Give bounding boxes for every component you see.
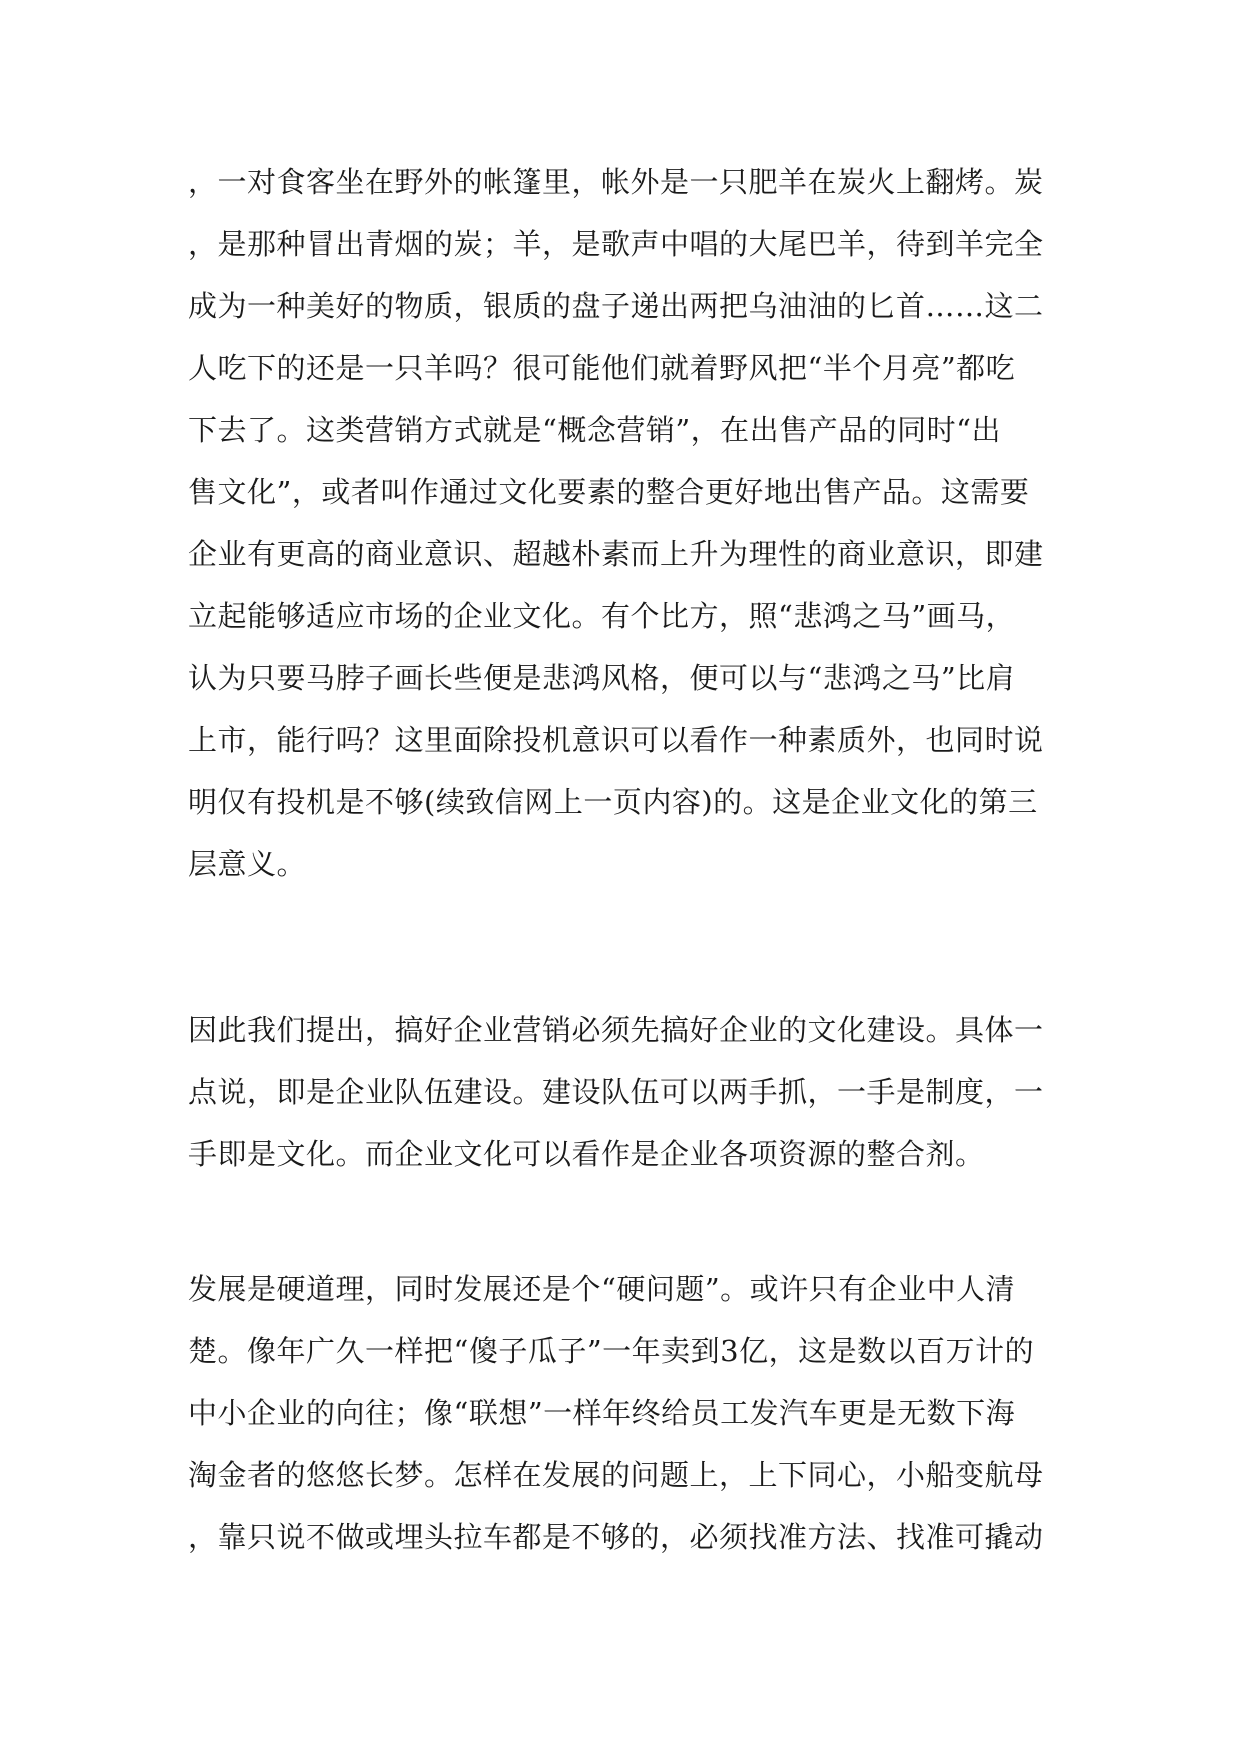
- text-line: ，一对食客坐在野外的帐篷里，帐外是一只肥羊在炭火上翻烤。炭: [188, 165, 1044, 199]
- text-line: 中小企业的向往；像“联想”一样年终给员工发汽车更是无数下海: [188, 1396, 1016, 1430]
- text-line: 淘金者的悠悠长梦。怎样在发展的问题上，上下同心，小船变航母: [188, 1458, 1044, 1492]
- text-line: 发展是硬道理，同时发展还是个“硬问题”。或许只有企业中人清: [188, 1272, 1016, 1306]
- text-line: 层意义。: [188, 847, 307, 881]
- text-line: 立起能够适应市场的企业文化。有个比方，照“悲鸿之马”画马，: [188, 599, 1016, 633]
- text-line: 下去了。这类营销方式就是“概念营销”，在出售产品的同时“出: [188, 413, 1001, 447]
- text-line: 上市，能行吗？这里面除投机意识可以看作一种素质外，也同时说: [188, 723, 1044, 757]
- text-line: 明仅有投机是不够(续致信网上一页内容)的。这是企业文化的第三: [188, 785, 1038, 819]
- paragraph-culture-building: [188, 999, 1068, 1185]
- text-line: 认为只要马脖子画长些便是悲鸿风格，便可以与“悲鸿之马”比肩: [188, 661, 1016, 695]
- text-line: 楚。像年广久一样把“傻子瓜子”一年卖到3亿，这是数以百万计的: [188, 1334, 1035, 1368]
- text-line: 成为一种美好的物质，银质的盘子递出两把乌油油的匕首……这二: [188, 289, 1044, 323]
- paragraph-development: [188, 1258, 1068, 1568]
- text-line: ，靠只说不做或埋头拉车都是不够的，必须找准方法、找准可撬动: [188, 1520, 1044, 1554]
- text-line: 人吃下的还是一只羊吗？很可能他们就着野风把“半个月亮”都吃: [188, 351, 1016, 385]
- text-line: 企业有更高的商业意识、超越朴素而上升为理性的商业意识，即建: [188, 537, 1044, 571]
- text-line: 手即是文化。而企业文化可以看作是企业各项资源的整合剂。: [188, 1137, 985, 1171]
- text-line: 售文化”，或者叫作通过文化要素的整合更好地出售产品。这需要: [188, 475, 1030, 509]
- paragraph-concept-marketing: [188, 151, 1068, 895]
- text-line: 点说，即是企业队伍建设。建设队伍可以两手抓，一手是制度，一: [188, 1075, 1044, 1109]
- text-line: 因此我们提出，搞好企业营销必须先搞好企业的文化建设。具体一: [188, 1013, 1044, 1047]
- text-line: ，是那种冒出青烟的炭；羊，是歌声中唱的大尾巴羊，待到羊完全: [188, 227, 1044, 261]
